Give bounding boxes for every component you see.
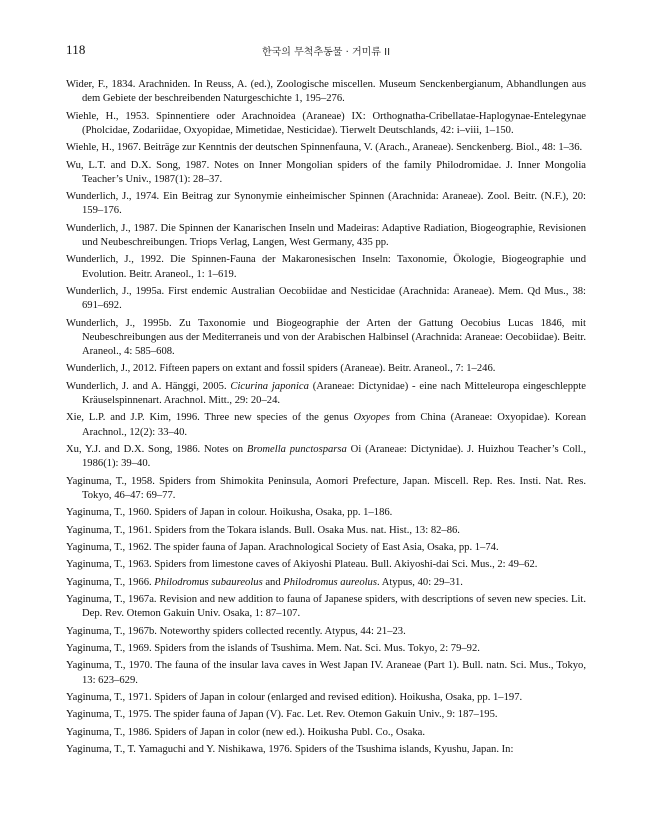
- reference-text: and: [262, 576, 284, 588]
- species-name: Oxyopes: [353, 412, 390, 424]
- reference-entry: [66, 475, 586, 503]
- species-name: Cicurina japonica: [230, 380, 309, 392]
- reference-text: Yaginuma, T., 1958. Spiders from Shimokita Peninsula, Aomori Prefecture, Japan. Miscell. Rep. Res. Insti. Nat. Res. Tokyo, 46–47: 69–77.: [66, 475, 586, 501]
- reference-entry: [66, 159, 586, 187]
- reference-text: Yaginuma, T., 1969. Spiders from the islands of Tsushima. Mem. Nat. Sci. Mus. Tokyo, 2: 79–92.: [66, 643, 480, 655]
- reference-entry: [66, 708, 586, 722]
- reference-entry: [66, 78, 586, 106]
- reference-entry: [66, 691, 586, 705]
- reference-text: Oi (Araneae: Dictynidae). J. Huizhou Teacher’s Coll., 1986(1): 39–40.: [82, 443, 586, 470]
- page-number: 118: [66, 42, 86, 57]
- reference-entry: [66, 558, 586, 572]
- reference-text: Wunderlich, J., 2012. Fifteen papers on extant and fossil spiders (Araneae). Beitr. Araneol., 7: 1–246.: [66, 363, 496, 375]
- reference-text: Wunderlich, J., 1974. Ein Beitrag zur Synonymie einheimischer Spinnen (Arachnida: Araneae). Zool. Beitr. (N.F.), 20: 159–176.: [66, 191, 586, 217]
- reference-entry: [66, 726, 586, 740]
- reference-list: [66, 78, 586, 761]
- reference-text: Yaginuma, T., 1966.: [66, 576, 155, 588]
- reference-text: Xie, L.P. and J.P. Kim, 1996. Three new species of the genus: [66, 412, 354, 424]
- reference-text: Yaginuma, T., 1962. The spider fauna of Japan. Arachnological Society of East Asia, Osaka, pp. 1–74.: [66, 541, 499, 553]
- reference-text: . Atypus, 40: 29–31.: [376, 576, 463, 588]
- species-name: Philodromus subaureolus: [154, 576, 263, 588]
- reference-text: Yaginuma, T., 1961. Spiders from the Tokara islands. Bull. Osaka Mus. nat. Hist., 13: 82–86.: [66, 524, 460, 536]
- reference-text: Yaginuma, T., 1970. The fauna of the insular lava caves in West Japan IV. Araneae (Part 1). Bull. natn. Sci. Mus., Tokyo, 13: 623–629.: [66, 660, 586, 686]
- reference-entry: [66, 642, 586, 656]
- reference-text: Yaginuma, T., T. Yamaguchi and Y. Nishikawa, 1976. Spiders of the Tsushima islands, Kyushu, Japan. In:: [66, 744, 514, 756]
- reference-entry: [66, 541, 586, 555]
- species-name: Philodromus aureolus: [283, 576, 377, 588]
- reference-entry: [66, 593, 586, 621]
- reference-entry: [66, 506, 586, 520]
- reference-entry: [66, 190, 586, 218]
- reference-entry: [66, 411, 586, 439]
- reference-text: Wunderlich, J., 1995b. Zu Taxonomie und Biogeographie der Arten der Gattung Oecobius Lucas 1846, mit Neubeschreibungen aus der Mediterraneis und von der Arabischen Halbinsel (Arachnida: Araneae: Oecobiidae). Beitr. Araneol., 4: 585–608.: [66, 317, 586, 357]
- reference-entry: [66, 743, 586, 757]
- reference-entry: [66, 380, 586, 408]
- reference-text: Wunderlich, J., 1987. Die Spinnen der Kanarischen Inseln und Madeiras: Adaptive Radiation, Biogeographie, Revisionen und Neubeschreibungen. Triops Verlag, Langen, West Germany, 435 pp.: [66, 222, 586, 248]
- reference-text: Xu, Y.J. and D.X. Song, 1986. Notes on: [66, 443, 247, 455]
- reference-entry: [66, 317, 586, 360]
- reference-text: Yaginuma, T., 1963. Spiders from limestone caves of Akiyoshi Plateau. Bull. Akiyoshi-dai Sci. Mus., 2: 49–62.: [66, 559, 538, 571]
- reference-entry: [66, 285, 586, 313]
- reference-text: (Araneae: Dictynidae) - eine nach Mitteleuropa eingeschleppte Kräuselspinnenart. Arachnol. Mitt., 29: 20–24.: [82, 380, 586, 406]
- reference-text: Wiehle, H., 1967. Beiträge zur Kenntnis der deutschen Spinnenfauna, V. (Arach., Araneae). Senckenberg. Biol., 48: 1–36.: [66, 142, 583, 154]
- reference-text: Wider, F., 1834. Arachniden. In Reuss, A. (ed.), Zoologische miscellen. Museum Senckenbergianum, Abhandlungen aus dem Gebiete der beschreibenden Naturgeschichte 1, 195–276.: [66, 79, 586, 105]
- reference-text: from China (Araneae: Oxyopidae). Korean Arachnol., 12(2): 33–40.: [82, 412, 586, 438]
- reference-entry: [66, 524, 586, 538]
- running-title: 한국의 무척추동물 · 거미류 II: [261, 47, 391, 58]
- reference-text: Yaginuma, T., 1960. Spiders of Japan in colour. Hoikusha, Osaka, pp. 1–186.: [66, 507, 393, 519]
- reference-entry: [66, 659, 586, 687]
- reference-text: Yaginuma, T., 1967b. Noteworthy spiders collected recently. Atypus, 44: 21–23.: [66, 625, 406, 637]
- reference-entry: [66, 110, 586, 138]
- reference-entry: [66, 625, 586, 639]
- species-name: Bromella punctosparsa: [246, 443, 347, 455]
- reference-entry: [66, 253, 586, 281]
- reference-text: Wunderlich, J. and A. Hänggi, 2005.: [66, 380, 231, 392]
- reference-text: Yaginuma, T., 1971. Spiders of Japan in colour (enlarged and revised edition). Hoikusha, Osaka, pp. 1–197.: [66, 692, 523, 704]
- reference-text: Wunderlich, J., 1995a. First endemic Australian Oecobiidae and Nesticidae (Arachnida: Araneae). Mem. Qd Mus., 38: 691–692.: [66, 285, 586, 312]
- reference-entry: [66, 443, 586, 471]
- reference-text: Wunderlich, J., 1992. Die Spinnen-Fauna der Makaronesischen Inseln: Taxonomie, Ökologie, Biogeographie und Evolution. Beitr. Araneol., 1: 1–619.: [66, 254, 586, 280]
- reference-text: Yaginuma, T., 1986. Spiders of Japan in color (new ed.). Hoikusha Publ. Co., Osaka.: [66, 726, 425, 738]
- reference-entry: [66, 576, 586, 590]
- reference-entry: [66, 222, 586, 250]
- reference-entry: [66, 141, 586, 155]
- reference-text: Yaginuma, T., 1967a. Revision and new addition to fauna of Japanese spiders, with descriptions of seven new species. Lit. Dep. Rev. Otemon Gakuin Univ. Osaka, 1: 87–107.: [66, 594, 586, 620]
- reference-entry: [66, 362, 586, 376]
- reference-text: Yaginuma, T., 1975. The spider fauna of Japan (V). Fac. Let. Rev. Otemon Gakuin Univ., 9: 187–195.: [66, 709, 498, 721]
- reference-text: Wu, L.T. and D.X. Song, 1987. Notes on Inner Mongolian spiders of the family Philodromidae. J. Inner Mongolia Teacher’s Univ., 1987(1): 28–37.: [66, 159, 586, 185]
- reference-text: Wiehle, H., 1953. Spinnentiere oder Arachnoidea (Araneae) IX: Orthognatha-Cribellatae-Haplogynae-Entelegynae (Pholcidae, Zodariidae, Oxyopidae, Mimetidae, Nesticidae). Tierwelt Deutschlands, 42: i–viii, 1–150.: [66, 110, 586, 136]
